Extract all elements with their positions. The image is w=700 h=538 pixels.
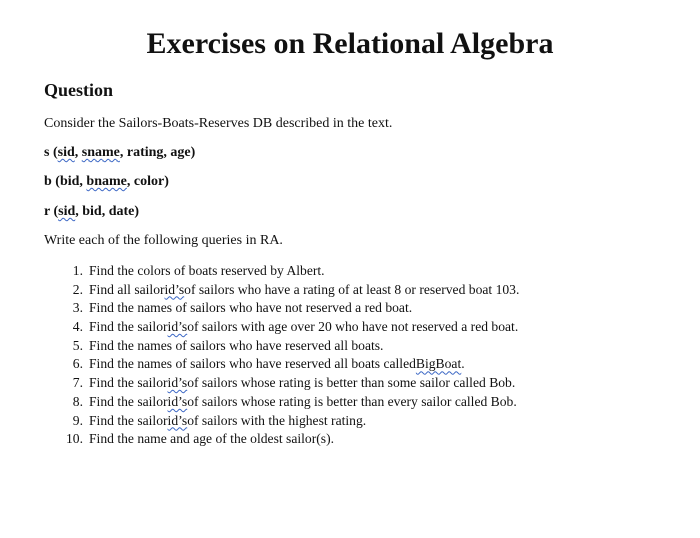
list-item-keyword: id’s [167,393,188,409]
schema-sailors-rest: , rating, age) [119,145,196,160]
list-item-text: Find the sailor [89,319,168,335]
question-heading: Question [44,80,114,100]
list-item-text-end: of sailors who have a rating of at least 8 or reserved boat 103. [184,281,520,297]
list-item-text-end: of sailors whose rating is better than every sailor called Bob. [187,393,517,409]
list-item-text-end: of sailors with age over 20 who have not reserved a red boat. [187,319,519,335]
list-item-text: Find the sailor [89,393,168,409]
list-item-number: 4. [72,319,83,335]
list-item-number: 7. [72,375,83,391]
list-item-keyword: id’s [164,281,185,297]
list-item-keyword: id’s [167,412,188,428]
list-item-number: 6. [72,356,83,372]
intro-text: Consider the Sailors-Boats-Reserves DB described in the text. [44,116,393,131]
list-item-number: 5. [72,337,83,353]
list-item [44,281,519,300]
list-item [44,299,519,318]
schema-sailors-prefix: s ( [44,145,58,160]
list-item-keyword: BigBoat [415,356,462,372]
list-item-number: 9. [72,412,83,428]
schema-sailors-key-sname: sname [81,145,120,160]
schema-sailors-sep: , [74,145,82,160]
schema-boats [44,174,169,190]
list-item-keyword: id’s [167,375,188,391]
list-item-text: Find the sailor [89,412,168,428]
list-item-number: 10. [66,431,83,447]
list-item-number: 2. [72,281,83,297]
list-item-text-end: of sailors whose rating is better than some sailor called Bob. [187,375,516,391]
list-item-text: Find the names of sailors who have reserved all boats called [89,356,416,372]
list-item-text: Find the colors of boats reserved by Albert. [89,263,325,278]
list-item-text: Find the names of sailors who have not reserved a red boat. [89,300,413,316]
list-item [44,374,519,393]
schema-boats-prefix: b (bid, [44,174,87,189]
schema-boats-rest: , color) [126,174,169,189]
query-list [44,262,519,449]
list-item [44,430,519,449]
schema-reserves-rest: , bid, date) [75,204,140,219]
list-item-number: 8. [72,393,83,409]
page-title: Exercises on Relational Algebra [146,27,554,60]
list-item [44,393,519,412]
list-item-text: Find the names of sailors who have reserved all boats. [89,337,384,353]
instruction-text: Write each of the following queries in RA. [44,233,283,248]
list-item-number: 3. [72,300,83,316]
list-item [44,355,519,374]
list-item [44,262,519,281]
list-item-keyword: id’s [167,319,188,335]
list-item-text: Find all sailor [89,281,165,297]
list-item-text-end: . [461,356,465,372]
schema-sailors [44,145,195,161]
list-item-text: Find the name and age of the oldest sailor(s). [89,431,334,447]
schema-reserves-prefix: r ( [44,204,59,219]
schema-reserves [44,204,139,220]
schema-boats-key-bname: bname [86,174,127,189]
list-item [44,318,519,337]
list-item [44,412,519,431]
list-item-number: 1. [72,263,83,278]
schema-sailors-key-sid: sid [57,145,75,160]
list-item [44,337,519,356]
list-item-text: Find the sailor [89,375,168,391]
schema-reserves-key-sid: sid [58,204,76,219]
list-item-text-end: of sailors with the highest rating. [187,412,367,428]
